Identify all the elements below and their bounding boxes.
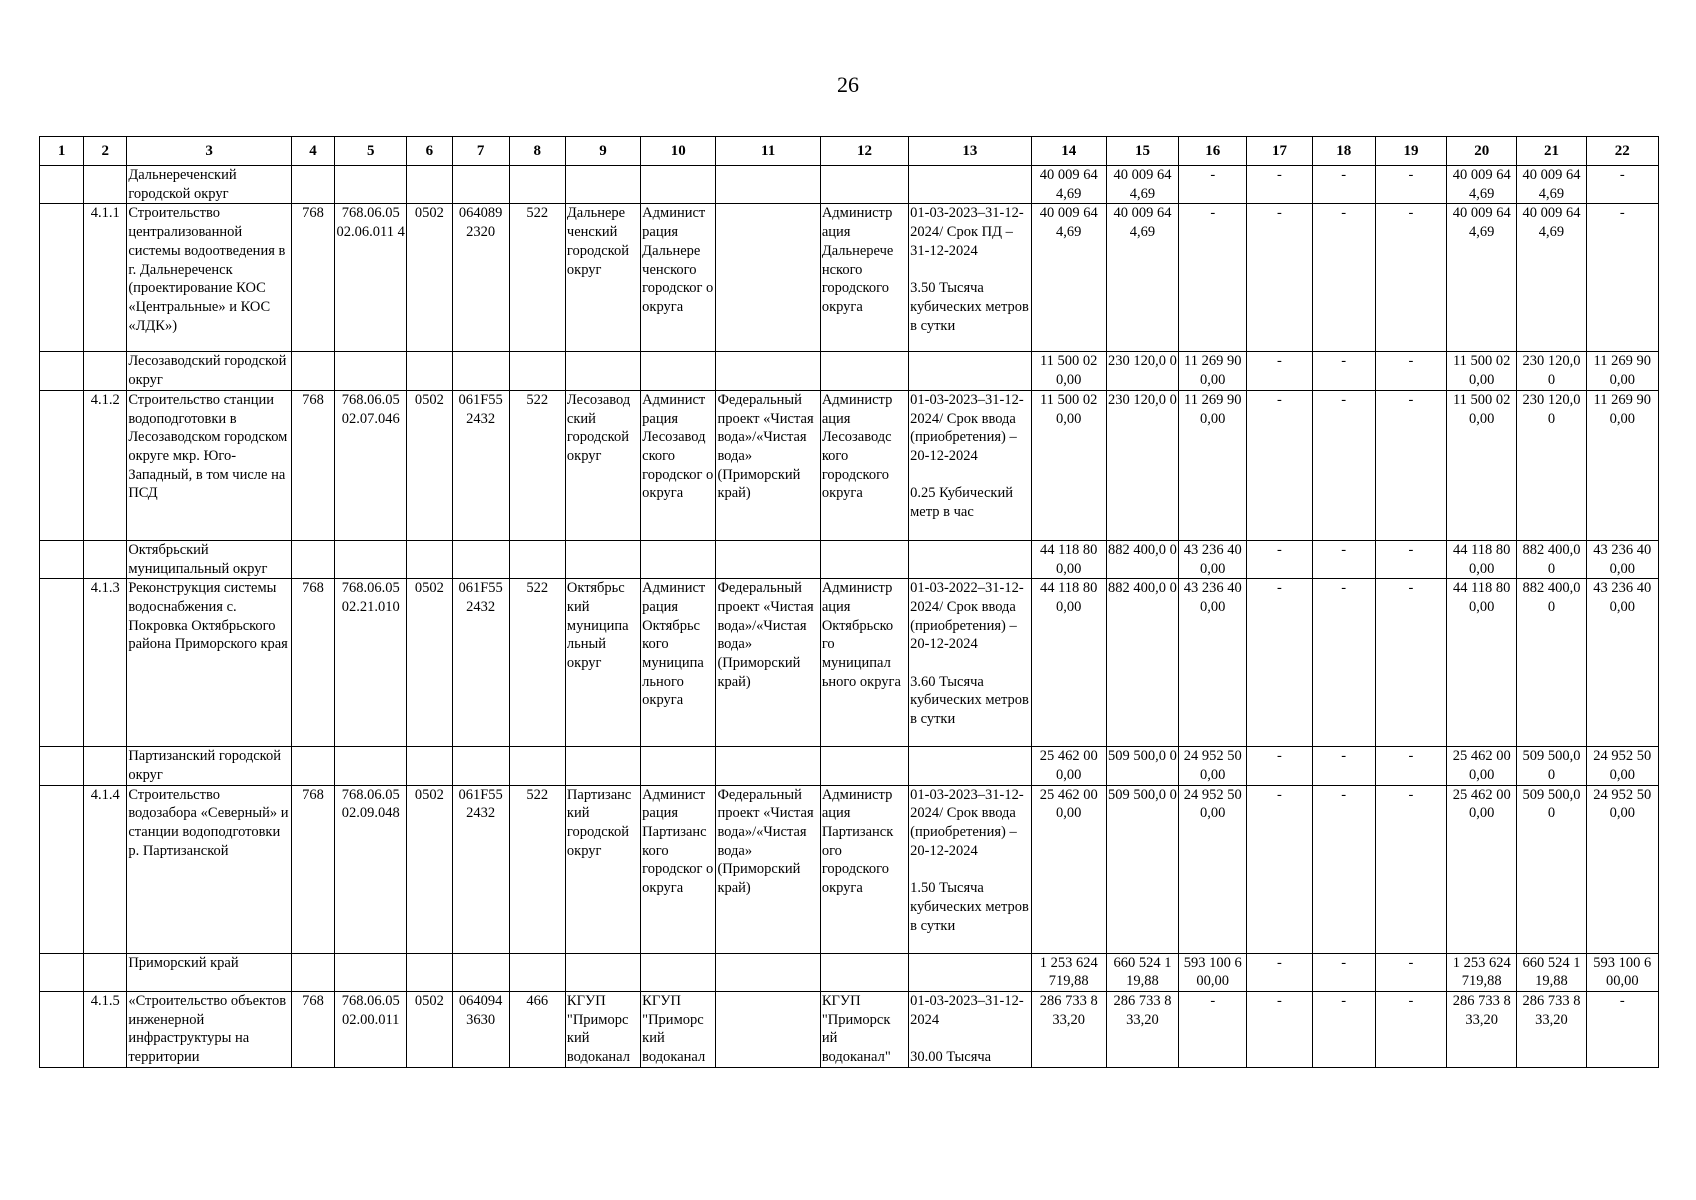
column-header-13: 13 <box>909 137 1031 166</box>
table-cell-col-1 <box>40 390 84 540</box>
table-cell-col-10 <box>641 540 716 578</box>
page-number: 26 <box>837 72 859 97</box>
table-cell-col-9 <box>565 953 640 991</box>
table-cell-col-13: 01-03-2023–31-12-2024/ Срок ввода (приобретения) – 20-12-2024 0.25 Кубический метр в час <box>909 390 1031 540</box>
table-cell-col-20: 44 118 80 0,00 <box>1447 540 1517 578</box>
table-cell-col-3: Строительство водозабора «Северный» и станции водоподготовки р. Партизанской <box>127 785 292 953</box>
table-cell-col-8: 522 <box>509 390 565 540</box>
table-row-municipality <box>40 352 1659 390</box>
table-cell-col-22: - <box>1586 992 1658 1068</box>
table-cell-col-12 <box>820 953 908 991</box>
table-cell-col-18: - <box>1312 390 1375 540</box>
table-cell-col-22: 43 236 40 0,00 <box>1586 579 1658 747</box>
table-cell-col-13: 01-03-2023–31-12-2024/ Срок ПД – 31-12-2024 3.50 Тысяча кубических метров в сутки <box>909 204 1031 352</box>
table-cell-col-15: 286 733 8 33,20 <box>1106 992 1178 1068</box>
table-cell-col-4 <box>291 540 334 578</box>
table-cell-col-8 <box>509 747 565 785</box>
table-cell-col-8 <box>509 166 565 204</box>
table-cell-col-1 <box>40 579 84 747</box>
table-cell-col-22: - <box>1586 166 1658 204</box>
table-cell-col-16: 11 269 90 0,00 <box>1179 390 1247 540</box>
table-cell-col-2: 4.1.1 <box>84 204 127 352</box>
table-cell-col-17: - <box>1247 540 1312 578</box>
table-cell-col-4 <box>291 953 334 991</box>
table-cell-col-5 <box>335 166 407 204</box>
column-header-7: 7 <box>452 137 509 166</box>
table-cell-col-13 <box>909 540 1031 578</box>
table-cell-col-7 <box>452 953 509 991</box>
table-row-municipality <box>40 953 1659 991</box>
table-cell-col-4 <box>291 747 334 785</box>
table-cell-col-1 <box>40 352 84 390</box>
table-cell-col-9 <box>565 166 640 204</box>
table-row-municipality <box>40 540 1659 578</box>
table-cell-col-18: - <box>1312 953 1375 991</box>
table-cell-col-10: Админист рация Партизанс кого городског о округа <box>641 785 716 953</box>
table-cell-col-11: Федеральный проект «Чистая вода»/«Чистая вода» (Приморский край) <box>716 785 820 953</box>
table-cell-col-11 <box>716 166 820 204</box>
table-cell-col-14: 44 118 80 0,00 <box>1031 540 1106 578</box>
table-cell-col-7 <box>452 747 509 785</box>
column-header-16: 16 <box>1179 137 1247 166</box>
table-cell-col-18: - <box>1312 204 1375 352</box>
table-cell-col-9 <box>565 747 640 785</box>
table-cell-col-10: Админист рация Октябрьс кого муниципа льного округа <box>641 579 716 747</box>
table-cell-col-19: - <box>1375 166 1446 204</box>
table-cell-col-12: Администр ация Октябрьско го муниципал ьного округа <box>820 579 908 747</box>
table-cell-col-10: КГУП "Приморс кий водоканал <box>641 992 716 1068</box>
table-cell-col-22: 24 952 50 0,00 <box>1586 747 1658 785</box>
table-row-municipality <box>40 166 1659 204</box>
column-header-22: 22 <box>1586 137 1658 166</box>
column-header-15: 15 <box>1106 137 1178 166</box>
table-cell-col-15: 509 500,0 0 <box>1106 747 1178 785</box>
table-cell-col-3: Строительство централизованной системы водоотведения в г. Дальнереченск (проектирование КОС «Центральные» и КОС «ЛДК») <box>127 204 292 352</box>
table-cell-col-14: 286 733 8 33,20 <box>1031 992 1106 1068</box>
table-cell-col-19: - <box>1375 579 1446 747</box>
table-cell-col-3: «Строительство объектов инженерной инфраструктуры на территории <box>127 992 292 1068</box>
table-cell-col-6 <box>407 352 452 390</box>
table-cell-col-1 <box>40 166 84 204</box>
column-header-3: 3 <box>127 137 292 166</box>
table-row-project <box>40 579 1659 747</box>
table-cell-col-7 <box>452 352 509 390</box>
table-row-project <box>40 785 1659 953</box>
table-cell-col-7: 064089 2320 <box>452 204 509 352</box>
table-cell-col-18: - <box>1312 992 1375 1068</box>
table-cell-col-8 <box>509 540 565 578</box>
table-cell-col-12 <box>820 747 908 785</box>
table-cell-col-10 <box>641 166 716 204</box>
table-cell-col-14: 11 500 02 0,00 <box>1031 352 1106 390</box>
table-cell-col-9: Лесозавод ский городской округ <box>565 390 640 540</box>
table-cell-col-21: 40 009 64 4,69 <box>1517 166 1586 204</box>
table-cell-col-13: 01-03-2023–31-12-2024/ Срок ввода (приобретения) – 20-12-2024 1.50 Тысяча кубических метров в сутки <box>909 785 1031 953</box>
table-cell-col-11: Федеральный проект «Чистая вода»/«Чистая вода» (Приморский край) <box>716 579 820 747</box>
table-cell-col-4 <box>291 352 334 390</box>
table-cell-col-1 <box>40 747 84 785</box>
table-cell-col-11: Федеральный проект «Чистая вода»/«Чистая вода» (Приморский край) <box>716 390 820 540</box>
table-cell-col-12: КГУП "Приморск ий водоканал" <box>820 992 908 1068</box>
table-cell-col-12 <box>820 166 908 204</box>
table-cell-col-22: - <box>1586 204 1658 352</box>
column-header-11: 11 <box>716 137 820 166</box>
table-cell-col-4: 768 <box>291 390 334 540</box>
table-cell-col-22: 11 269 90 0,00 <box>1586 352 1658 390</box>
table-cell-col-19: - <box>1375 390 1446 540</box>
table-cell-col-21: 882 400,0 0 <box>1517 579 1586 747</box>
table-cell-col-21: 230 120,0 0 <box>1517 390 1586 540</box>
table-cell-col-11 <box>716 992 820 1068</box>
table-cell-col-6: 0502 <box>407 992 452 1068</box>
table-cell-col-13: 01-03-2023–31-12-2024 30.00 Тысяча <box>909 992 1031 1068</box>
table-cell-col-20: 11 500 02 0,00 <box>1447 390 1517 540</box>
table-cell-col-4: 768 <box>291 204 334 352</box>
table-cell-col-5 <box>335 352 407 390</box>
table-cell-col-5 <box>335 953 407 991</box>
table-cell-col-6: 0502 <box>407 204 452 352</box>
column-header-5: 5 <box>335 137 407 166</box>
table-cell-col-20: 11 500 02 0,00 <box>1447 352 1517 390</box>
table-cell-col-12: Администр ация Лесозаводс кого городского округа <box>820 390 908 540</box>
table-cell-col-9: Октябрьс кий муниципа льный округ <box>565 579 640 747</box>
table-cell-col-14: 44 118 80 0,00 <box>1031 579 1106 747</box>
table-cell-col-1 <box>40 992 84 1068</box>
column-header-6: 6 <box>407 137 452 166</box>
table-cell-col-5: 768.06.05 02.21.010 <box>335 579 407 747</box>
table-cell-col-18: - <box>1312 352 1375 390</box>
table-cell-col-14: 11 500 02 0,00 <box>1031 390 1106 540</box>
table-cell-col-9: Партизанс кий городской округ <box>565 785 640 953</box>
table-cell-col-11 <box>716 540 820 578</box>
table-cell-col-16: 24 952 50 0,00 <box>1179 747 1247 785</box>
table-cell-col-12 <box>820 352 908 390</box>
table-cell-col-20: 286 733 8 33,20 <box>1447 992 1517 1068</box>
column-header-10: 10 <box>641 137 716 166</box>
table-cell-col-3: Дальнереченский городской округ <box>127 166 292 204</box>
table-row-project <box>40 204 1659 352</box>
table-cell-col-17: - <box>1247 953 1312 991</box>
table-cell-col-7: 061F55 2432 <box>452 785 509 953</box>
table-cell-col-15: 230 120,0 0 <box>1106 352 1178 390</box>
column-header-1: 1 <box>40 137 84 166</box>
table-cell-col-20: 40 009 64 4,69 <box>1447 204 1517 352</box>
table-cell-col-13: 01-03-2022–31-12-2024/ Срок ввода (приобретения) – 20-12-2024 3.60 Тысяча кубических метров в сутки <box>909 579 1031 747</box>
table-cell-col-9 <box>565 540 640 578</box>
table-cell-col-8 <box>509 953 565 991</box>
column-header-4: 4 <box>291 137 334 166</box>
table-cell-col-22: 593 100 6 00,00 <box>1586 953 1658 991</box>
table-cell-col-3: Реконструкция системы водоснабжения с. Покровка Октябрьского района Приморского края <box>127 579 292 747</box>
table-cell-col-3: Октябрьский муниципальный округ <box>127 540 292 578</box>
table-cell-col-3: Приморский край <box>127 953 292 991</box>
table-cell-col-18: - <box>1312 747 1375 785</box>
table-cell-col-14: 40 009 64 4,69 <box>1031 166 1106 204</box>
table-cell-col-19: - <box>1375 747 1446 785</box>
table-cell-col-15: 40 009 64 4,69 <box>1106 204 1178 352</box>
table-cell-col-6 <box>407 953 452 991</box>
table-cell-col-17: - <box>1247 352 1312 390</box>
table-cell-col-17: - <box>1247 785 1312 953</box>
table-cell-col-22: 24 952 50 0,00 <box>1586 785 1658 953</box>
table-cell-col-7: 061F55 2432 <box>452 579 509 747</box>
table-cell-col-19: - <box>1375 204 1446 352</box>
table-cell-col-9 <box>565 352 640 390</box>
table-cell-col-18: - <box>1312 540 1375 578</box>
table-cell-col-21: 509 500,0 0 <box>1517 747 1586 785</box>
budget-table <box>39 136 1659 1068</box>
table-cell-col-13 <box>909 747 1031 785</box>
table-cell-col-16: 43 236 40 0,00 <box>1179 579 1247 747</box>
table-cell-col-3: Строительство станции водоподготовки в Лесозаводском городском округе мкр. Юго-Западный, в том числе на ПСД <box>127 390 292 540</box>
table-cell-col-6: 0502 <box>407 579 452 747</box>
table-cell-col-17: - <box>1247 166 1312 204</box>
table-cell-col-19: - <box>1375 992 1446 1068</box>
column-header-20: 20 <box>1447 137 1517 166</box>
table-cell-col-15: 882 400,0 0 <box>1106 540 1178 578</box>
table-cell-col-16: - <box>1179 204 1247 352</box>
table-cell-col-5: 768.06.05 02.00.011 <box>335 992 407 1068</box>
table-cell-col-4: 768 <box>291 579 334 747</box>
table-cell-col-6 <box>407 540 452 578</box>
table-cell-col-15: 882 400,0 0 <box>1106 579 1178 747</box>
table-cell-col-20: 25 462 00 0,00 <box>1447 785 1517 953</box>
table-cell-col-8: 522 <box>509 579 565 747</box>
table-cell-col-2 <box>84 166 127 204</box>
table-cell-col-17: - <box>1247 204 1312 352</box>
table-row-project <box>40 390 1659 540</box>
table-cell-col-11 <box>716 352 820 390</box>
column-header-2: 2 <box>84 137 127 166</box>
table-row-municipality <box>40 747 1659 785</box>
table-cell-col-7 <box>452 166 509 204</box>
table-cell-col-5: 768.06.05 02.09.048 <box>335 785 407 953</box>
table-row-project <box>40 992 1659 1068</box>
table-cell-col-5: 768.06.05 02.07.046 <box>335 390 407 540</box>
table-cell-col-8: 466 <box>509 992 565 1068</box>
table-cell-col-2: 4.1.2 <box>84 390 127 540</box>
table-cell-col-15: 509 500,0 0 <box>1106 785 1178 953</box>
table-cell-col-6 <box>407 166 452 204</box>
column-header-19: 19 <box>1375 137 1446 166</box>
table-cell-col-8 <box>509 352 565 390</box>
table-cell-col-15: 230 120,0 0 <box>1106 390 1178 540</box>
table-cell-col-12 <box>820 540 908 578</box>
table-cell-col-22: 11 269 90 0,00 <box>1586 390 1658 540</box>
table-cell-col-3: Партизанский городской округ <box>127 747 292 785</box>
table-cell-col-1 <box>40 204 84 352</box>
column-header-14: 14 <box>1031 137 1106 166</box>
table-cell-col-18: - <box>1312 166 1375 204</box>
column-header-12: 12 <box>820 137 908 166</box>
table-cell-col-21: 40 009 64 4,69 <box>1517 204 1586 352</box>
table-cell-col-20: 25 462 00 0,00 <box>1447 747 1517 785</box>
table-cell-col-16: - <box>1179 166 1247 204</box>
table-cell-col-2 <box>84 953 127 991</box>
table-cell-col-2: 4.1.4 <box>84 785 127 953</box>
table-cell-col-4: 768 <box>291 992 334 1068</box>
table-cell-col-19: - <box>1375 953 1446 991</box>
table-cell-col-21: 509 500,0 0 <box>1517 785 1586 953</box>
table-cell-col-14: 25 462 00 0,00 <box>1031 785 1106 953</box>
column-header-9: 9 <box>565 137 640 166</box>
table-cell-col-12: Администр ация Партизанск ого городского округа <box>820 785 908 953</box>
table-cell-col-10 <box>641 953 716 991</box>
table-cell-col-10 <box>641 352 716 390</box>
table-cell-col-1 <box>40 953 84 991</box>
column-header-21: 21 <box>1517 137 1586 166</box>
table-cell-col-17: - <box>1247 747 1312 785</box>
table-cell-col-21: 230 120,0 0 <box>1517 352 1586 390</box>
table-cell-col-4 <box>291 166 334 204</box>
table-cell-col-6 <box>407 747 452 785</box>
table-cell-col-11 <box>716 953 820 991</box>
table-cell-col-10: Админист рация Дальнере ченского городског о округа <box>641 204 716 352</box>
table-cell-col-5 <box>335 540 407 578</box>
table-cell-col-17: - <box>1247 390 1312 540</box>
table-cell-col-2 <box>84 352 127 390</box>
table-cell-col-8: 522 <box>509 785 565 953</box>
table-cell-col-11 <box>716 747 820 785</box>
table-cell-col-6: 0502 <box>407 785 452 953</box>
table-cell-col-1 <box>40 785 84 953</box>
table-cell-col-16: 11 269 90 0,00 <box>1179 352 1247 390</box>
table-cell-col-21: 660 524 1 19,88 <box>1517 953 1586 991</box>
table-cell-col-22: 43 236 40 0,00 <box>1586 540 1658 578</box>
table-cell-col-13 <box>909 352 1031 390</box>
table-cell-col-9: КГУП "Приморс кий водоканал <box>565 992 640 1068</box>
table-cell-col-18: - <box>1312 785 1375 953</box>
table-cell-col-16: 24 952 50 0,00 <box>1179 785 1247 953</box>
table-cell-col-11 <box>716 204 820 352</box>
table-cell-col-19: - <box>1375 540 1446 578</box>
table-cell-col-2 <box>84 747 127 785</box>
table-cell-col-10 <box>641 747 716 785</box>
table-cell-col-20: 44 118 80 0,00 <box>1447 579 1517 747</box>
column-header-18: 18 <box>1312 137 1375 166</box>
table-cell-col-15: 40 009 64 4,69 <box>1106 166 1178 204</box>
table-cell-col-14: 25 462 00 0,00 <box>1031 747 1106 785</box>
table-cell-col-3: Лесозаводский городской округ <box>127 352 292 390</box>
table-cell-col-15: 660 524 1 19,88 <box>1106 953 1178 991</box>
table-cell-col-12: Администр ация Дальнерече нского городского округа <box>820 204 908 352</box>
table-cell-col-16: - <box>1179 992 1247 1068</box>
table-cell-col-2 <box>84 540 127 578</box>
table-cell-col-6: 0502 <box>407 390 452 540</box>
table-cell-col-21: 286 733 8 33,20 <box>1517 992 1586 1068</box>
column-header-8: 8 <box>509 137 565 166</box>
table-cell-col-5 <box>335 747 407 785</box>
table-cell-col-2: 4.1.5 <box>84 992 127 1068</box>
table-cell-col-16: 43 236 40 0,00 <box>1179 540 1247 578</box>
table-cell-col-19: - <box>1375 785 1446 953</box>
table-cell-col-2: 4.1.3 <box>84 579 127 747</box>
table-cell-col-17: - <box>1247 579 1312 747</box>
table-cell-col-9: Дальнере ченский городской округ <box>565 204 640 352</box>
table-cell-col-7: 061F55 2432 <box>452 390 509 540</box>
table-cell-col-4: 768 <box>291 785 334 953</box>
table-cell-col-7 <box>452 540 509 578</box>
table-cell-col-8: 522 <box>509 204 565 352</box>
table-cell-col-14: 1 253 624 719,88 <box>1031 953 1106 991</box>
table-cell-col-17: - <box>1247 992 1312 1068</box>
table-cell-col-21: 882 400,0 0 <box>1517 540 1586 578</box>
table-cell-col-10: Админист рация Лесозавод ского городског о округа <box>641 390 716 540</box>
table-cell-col-18: - <box>1312 579 1375 747</box>
table-cell-col-20: 40 009 64 4,69 <box>1447 166 1517 204</box>
table-cell-col-13 <box>909 953 1031 991</box>
table-header-row <box>40 137 1659 166</box>
column-header-17: 17 <box>1247 137 1312 166</box>
table-cell-col-13 <box>909 166 1031 204</box>
table-cell-col-1 <box>40 540 84 578</box>
table-cell-col-16: 593 100 6 00,00 <box>1179 953 1247 991</box>
table-cell-col-20: 1 253 624 719,88 <box>1447 953 1517 991</box>
table-cell-col-19: - <box>1375 352 1446 390</box>
table-cell-col-14: 40 009 64 4,69 <box>1031 204 1106 352</box>
table-cell-col-7: 064094 3630 <box>452 992 509 1068</box>
table-cell-col-5: 768.06.05 02.06.011 4 <box>335 204 407 352</box>
